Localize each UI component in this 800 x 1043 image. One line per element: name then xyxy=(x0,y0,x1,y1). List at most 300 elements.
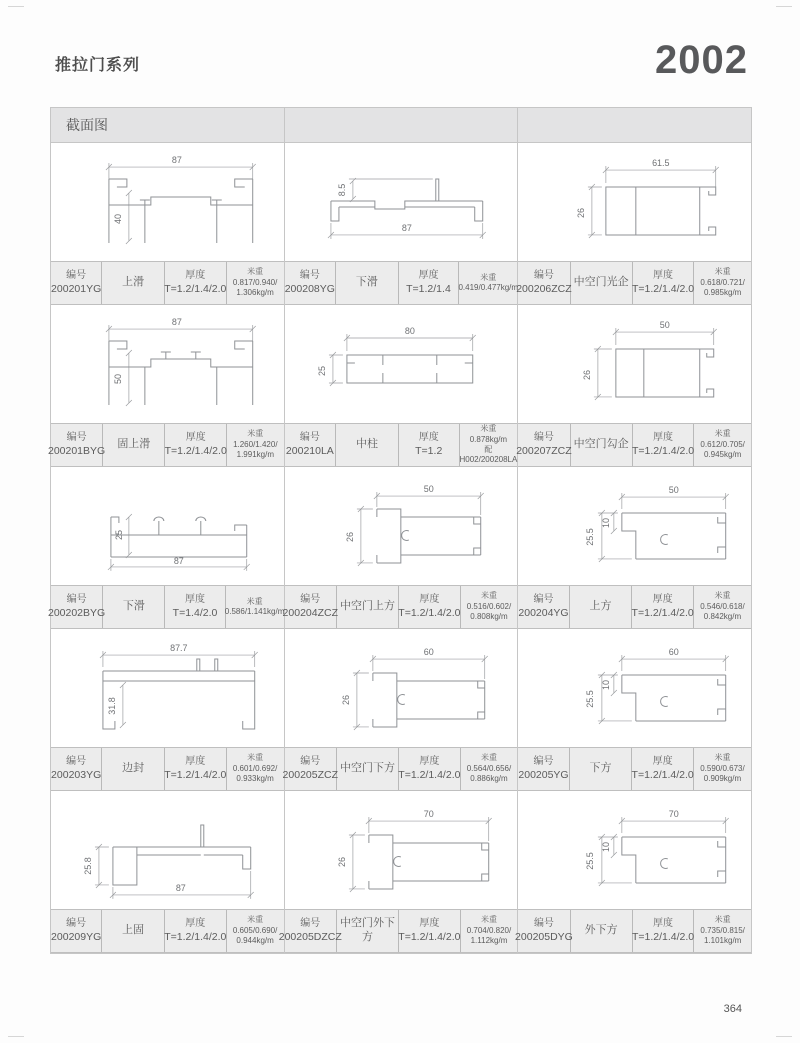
weight-value-2: 1.112kg/m xyxy=(470,936,508,946)
table-row xyxy=(47,305,751,467)
code-label: 编号 xyxy=(300,918,321,930)
profile-outline xyxy=(373,673,485,727)
dimension-lines xyxy=(598,817,729,886)
profile-cell-200206ZCZ xyxy=(518,143,751,305)
table-header-cell xyxy=(518,108,751,142)
dimension-label: 50 xyxy=(660,320,671,331)
weight-value-1: 0.704/0.820/ xyxy=(466,925,512,935)
profile-drawing xyxy=(51,305,284,423)
thickness-column xyxy=(633,424,694,466)
code-column xyxy=(518,262,570,304)
thickness-label: 厚度 xyxy=(185,594,205,606)
profile-diagram xyxy=(518,467,751,585)
profile-cell-200202BYG xyxy=(47,467,285,629)
code-value: 200205YG xyxy=(518,768,569,781)
dimension-label: 60 xyxy=(669,647,680,658)
code-column xyxy=(285,424,336,466)
dimension-lines xyxy=(329,334,476,386)
code-column xyxy=(518,424,570,466)
dimension-label: 87 xyxy=(171,155,182,166)
code-value: 200204ZCZ xyxy=(282,606,338,619)
name-column xyxy=(571,910,633,952)
name-column xyxy=(570,586,633,628)
code-value: 200205ZCZ xyxy=(282,768,338,781)
thickness-label: 厚度 xyxy=(652,756,673,768)
code-value: 200203YG xyxy=(51,768,102,781)
thickness-label: 厚度 xyxy=(653,918,674,930)
code-label: 编号 xyxy=(300,594,321,606)
profile-cell-200205ZCZ xyxy=(282,629,519,791)
code-label: 编号 xyxy=(66,756,87,768)
weight-value-1: 0.516/0.602/ xyxy=(466,601,512,611)
dimension-label: 87 xyxy=(173,555,184,566)
table-row xyxy=(51,143,751,305)
weight-column xyxy=(461,748,518,790)
page-edge-mark xyxy=(776,1036,792,1037)
dimension-label: 25.5 xyxy=(585,690,596,708)
thickness-value: T=1.2/1.4/2.0 xyxy=(631,768,694,781)
profile-info-bar xyxy=(282,585,518,629)
thickness-column xyxy=(399,910,460,952)
thickness-value: T=1.2/1.4/2.0 xyxy=(164,930,227,943)
profile-drawing xyxy=(51,629,284,747)
code-label: 编号 xyxy=(66,270,87,282)
weight-value-2: 0.886kg/m xyxy=(470,774,508,784)
profile-name: 上滑 xyxy=(122,276,145,289)
dimension-label: 26 xyxy=(582,369,593,380)
sections-table xyxy=(47,107,752,954)
profile-info-bar xyxy=(282,747,518,791)
profile-cell-200201BYG xyxy=(47,305,285,467)
table-header-row xyxy=(51,108,751,143)
name-column xyxy=(103,424,165,466)
weight-label: 米重 xyxy=(714,915,731,925)
dimension-lines xyxy=(100,651,258,728)
code-column xyxy=(47,586,106,628)
weight-value-2: 0.909kg/m xyxy=(703,774,742,784)
profile-info-bar xyxy=(51,909,284,953)
page-edge-mark xyxy=(8,1036,24,1037)
profile-outline xyxy=(113,825,251,885)
thickness-column xyxy=(165,910,226,952)
dimension-label: 87.7 xyxy=(170,643,188,654)
dimension-lines xyxy=(106,325,256,406)
weight-column xyxy=(227,748,284,790)
code-value: 200204YG xyxy=(518,606,569,619)
profile-name: 边封 xyxy=(122,762,145,775)
code-value: 200205DYG xyxy=(515,930,573,943)
thickness-value: T=1.2/1.4/2.0 xyxy=(398,768,461,781)
code-column xyxy=(278,910,342,952)
profile-drawing xyxy=(518,629,751,747)
profile-name: 上方 xyxy=(589,600,612,613)
thickness-value: T=1.2/1.4/2.0 xyxy=(398,606,461,619)
weight-value-2: 配H002/200208LA xyxy=(459,445,518,465)
weight-label: 米重 xyxy=(714,753,731,763)
profile-cell-200204YG xyxy=(518,467,751,629)
profile-info-bar xyxy=(515,909,751,953)
profile-name: 下滑 xyxy=(122,600,145,613)
dimension-label: 50 xyxy=(669,485,680,496)
weight-label: 米重 xyxy=(246,596,263,606)
profile-diagram xyxy=(51,629,284,747)
weight-value-2: 1.991kg/m xyxy=(236,450,274,460)
weight-column xyxy=(694,586,751,628)
profile-info-bar xyxy=(518,423,751,467)
profile-drawing xyxy=(518,143,751,261)
profile-drawing xyxy=(285,629,518,747)
table-row xyxy=(51,629,751,791)
thickness-value: T=1.2/1.4/2.0 xyxy=(164,768,227,781)
profile-cell-200205YG xyxy=(518,629,751,791)
table-header-cell xyxy=(285,108,519,142)
profile-diagram xyxy=(285,305,518,423)
dimension-label: 50 xyxy=(112,373,123,384)
profile-info-bar xyxy=(47,585,285,629)
weight-column xyxy=(227,910,284,952)
thickness-column xyxy=(165,586,225,628)
dimension-label: 40 xyxy=(112,213,123,224)
profile-cell-200204ZCZ xyxy=(282,467,519,629)
profile-diagram xyxy=(518,305,751,423)
code-label: 编号 xyxy=(66,594,87,606)
code-label: 编号 xyxy=(66,432,87,444)
profile-outline xyxy=(622,513,726,559)
table-row xyxy=(51,791,751,953)
thickness-label: 厚度 xyxy=(653,432,674,444)
name-column xyxy=(571,424,633,466)
profile-outline xyxy=(103,659,255,729)
code-label: 编号 xyxy=(300,756,321,768)
thickness-column xyxy=(633,910,694,952)
weight-label: 米重 xyxy=(480,753,497,763)
code-label: 编号 xyxy=(533,756,554,768)
thickness-column xyxy=(399,748,460,790)
weight-label: 米重 xyxy=(247,753,264,763)
profile-drawing xyxy=(285,467,518,585)
profile-info-bar xyxy=(518,585,751,629)
weight-value-2: 0.808kg/m xyxy=(470,612,508,622)
code-value: 200210LA xyxy=(285,444,334,457)
dimension-label: 25 xyxy=(113,529,124,540)
code-column xyxy=(51,262,102,304)
profile-drawing xyxy=(285,143,518,261)
profile-diagram xyxy=(285,629,518,747)
page-edge-mark xyxy=(8,6,24,7)
dimension-lines xyxy=(594,328,717,400)
weight-label: 米重 xyxy=(480,424,497,434)
name-column xyxy=(571,262,633,304)
thickness-value: T=1.2/1.4/2.0 xyxy=(631,930,695,943)
thickness-value: T=1.2/1.4/2.0 xyxy=(164,444,227,457)
profile-outline xyxy=(622,675,726,721)
thickness-column xyxy=(399,424,460,466)
dimension-label: 25 xyxy=(316,365,327,376)
profile-drawing xyxy=(285,305,518,423)
thickness-label: 厚度 xyxy=(419,918,440,930)
profile-info-bar xyxy=(47,423,284,467)
profile-name: 中空门外下方 xyxy=(339,917,395,943)
weight-label: 米重 xyxy=(714,429,731,439)
profile-cell-200205DYG xyxy=(515,791,751,953)
profile-diagram xyxy=(285,467,518,585)
thickness-label: 厚度 xyxy=(185,756,206,768)
profile-info-bar xyxy=(285,423,518,467)
thickness-label: 厚度 xyxy=(419,594,440,606)
dimension-label: 26 xyxy=(576,207,587,218)
profile-info-bar xyxy=(51,747,284,791)
weight-value-1: 0.590/0.673/ xyxy=(700,763,745,773)
weight-column xyxy=(227,424,284,466)
code-label: 编号 xyxy=(66,918,87,930)
code-label: 编号 xyxy=(533,594,554,606)
name-column xyxy=(102,910,165,952)
profile-outline xyxy=(331,179,483,221)
profile-info-bar xyxy=(518,747,751,791)
profile-name: 中空门勾企 xyxy=(573,438,629,451)
weight-value-1: 0.878kg/m xyxy=(469,434,508,444)
model-number: 2002 xyxy=(655,38,748,82)
name-column xyxy=(337,748,399,790)
weight-column xyxy=(461,586,518,628)
profile-diagram xyxy=(51,143,284,261)
dimension-label: 10 xyxy=(601,680,612,690)
thickness-value: T=1.2/1.4/2.0 xyxy=(164,282,227,295)
name-column xyxy=(336,262,399,304)
series-title: 推拉门系列 xyxy=(55,57,141,74)
code-value: 200208YG xyxy=(284,282,335,295)
thickness-label: 厚度 xyxy=(185,918,206,930)
weight-label: 米重 xyxy=(480,915,497,925)
dimension-lines xyxy=(95,844,254,899)
weight-value-1: 0.817/0.940/ xyxy=(232,277,278,287)
weight-value-2: 1.101kg/m xyxy=(703,936,742,946)
weight-value-1: 1.260/1.420/ xyxy=(233,439,278,449)
profile-name: 下滑 xyxy=(355,276,378,289)
thickness-value: T=1.2/1.4/2.0 xyxy=(631,282,695,295)
name-column xyxy=(103,586,165,628)
thickness-column xyxy=(632,586,693,628)
profile-name: 上固 xyxy=(122,924,145,937)
thickness-column xyxy=(165,262,226,304)
weight-value-2: 0.945kg/m xyxy=(703,450,742,460)
profile-info-bar xyxy=(51,261,284,305)
thickness-label: 厚度 xyxy=(185,270,206,282)
profile-outline xyxy=(377,509,481,563)
profile-cell-200209YG xyxy=(51,791,285,953)
profile-outline xyxy=(369,835,489,889)
table-row xyxy=(47,467,751,629)
weight-value-2: 0.985kg/m xyxy=(703,288,742,298)
name-column xyxy=(102,748,165,790)
dimension-lines xyxy=(106,163,256,244)
code-value: 200207ZCZ xyxy=(516,444,572,457)
weight-value-1: 0.735/0.815/ xyxy=(700,925,745,935)
weight-label: 米重 xyxy=(247,915,264,925)
profile-name: 外下方 xyxy=(584,924,618,937)
profile-diagram xyxy=(51,305,284,423)
profile-name: 中空门光企 xyxy=(573,276,629,289)
name-column xyxy=(337,910,399,952)
thickness-label: 厚度 xyxy=(185,432,206,444)
weight-value-2: 0.933kg/m xyxy=(236,774,274,784)
dimension-label: 25.8 xyxy=(82,857,93,875)
profile-info-bar xyxy=(278,909,518,953)
weight-column xyxy=(226,586,284,628)
table-header-cell xyxy=(51,108,285,142)
weight-value-1: 0.618/0.721/ xyxy=(700,277,745,287)
thickness-column xyxy=(165,748,226,790)
profile-diagram xyxy=(51,467,284,585)
profile-cell-200208YG xyxy=(285,143,519,305)
profile-drawing xyxy=(518,305,751,423)
profile-name: 中空门上方 xyxy=(339,600,395,613)
code-label: 编号 xyxy=(533,918,554,930)
weight-value-1: 0.605/0.690/ xyxy=(232,925,278,935)
dimension-label: 10 xyxy=(601,842,612,852)
weight-value-1: 0.601/0.692/ xyxy=(232,763,278,773)
dimension-label: 60 xyxy=(423,647,434,658)
thickness-column xyxy=(399,262,459,304)
code-column xyxy=(515,910,573,952)
profile-outline xyxy=(622,837,726,883)
profile-name: 中空门下方 xyxy=(339,762,395,775)
profile-outline xyxy=(347,355,473,383)
name-column xyxy=(102,262,165,304)
dimension-label: 61.5 xyxy=(652,158,670,169)
code-value: 200209YG xyxy=(51,930,102,943)
code-column xyxy=(518,586,569,628)
code-label: 编号 xyxy=(533,432,554,444)
code-value: 200201YG xyxy=(51,282,102,295)
weight-column xyxy=(460,424,518,466)
profile-drawing xyxy=(51,791,284,909)
weight-column xyxy=(694,910,751,952)
dimension-label: 50 xyxy=(423,484,434,495)
profile-info-bar xyxy=(285,261,518,305)
profile-outline xyxy=(606,187,716,235)
profile-drawing xyxy=(51,467,284,585)
dimension-label: 26 xyxy=(344,531,355,542)
profile-info-bar xyxy=(518,261,751,305)
dimension-label: 70 xyxy=(423,809,434,820)
profile-diagram xyxy=(518,143,751,261)
thickness-value: T=1.4/2.0 xyxy=(172,606,218,619)
code-value: 200205DZCZ xyxy=(278,930,342,943)
weight-column xyxy=(694,424,751,466)
weight-label: 米重 xyxy=(480,591,497,601)
profile-outline xyxy=(109,341,253,405)
dimension-lines xyxy=(588,166,719,238)
weight-value-2: 0.842kg/m xyxy=(703,612,742,622)
name-column xyxy=(336,424,399,466)
weight-value-1: 0.419/0.477kg/m xyxy=(458,283,519,292)
profile-diagram xyxy=(285,791,518,909)
profile-cell-200205DZCZ xyxy=(278,791,519,953)
name-column xyxy=(337,586,399,628)
code-column xyxy=(51,748,102,790)
weight-value-1: 0.612/0.705/ xyxy=(700,439,745,449)
code-column xyxy=(47,424,106,466)
weight-value-2: 0.944kg/m xyxy=(236,936,274,946)
name-column xyxy=(570,748,633,790)
weight-value-2: 1.306kg/m xyxy=(236,288,274,298)
profile-name: 固上滑 xyxy=(117,438,151,451)
dimension-label: 87 xyxy=(171,317,182,328)
profile-name: 下方 xyxy=(589,762,612,775)
profile-drawing xyxy=(51,143,284,261)
weight-label: 米重 xyxy=(480,272,497,282)
code-label: 编号 xyxy=(533,270,554,282)
section-header-label: 截面图 xyxy=(66,117,108,133)
weight-column xyxy=(461,910,518,952)
weight-column xyxy=(459,262,517,304)
thickness-column xyxy=(632,748,693,790)
profile-drawing xyxy=(285,791,518,909)
page-number: 364 xyxy=(723,1003,742,1015)
dimension-label: 26 xyxy=(336,856,347,867)
code-label: 编号 xyxy=(299,432,320,444)
weight-value-1: 0.546/0.618/ xyxy=(700,601,745,611)
dimension-label: 10 xyxy=(601,518,612,528)
profile-diagram xyxy=(285,143,518,261)
thickness-value: T=1.2/1.4 xyxy=(406,282,451,295)
dimension-label: 8.5 xyxy=(336,183,347,197)
dimension-label: 87 xyxy=(401,222,412,233)
weight-column xyxy=(694,262,751,304)
thickness-column xyxy=(633,262,694,304)
code-value: 200206ZCZ xyxy=(516,282,572,295)
thickness-value: T=1.2/1.4/2.0 xyxy=(631,444,695,457)
profile-outline xyxy=(111,517,247,557)
weight-value-1: 0.564/0.656/ xyxy=(466,763,512,773)
profile-diagram xyxy=(518,791,751,909)
profile-diagram xyxy=(51,791,284,909)
dimension-lines xyxy=(598,493,729,562)
profile-cell-200207ZCZ xyxy=(518,305,751,467)
thickness-value: T=1.2 xyxy=(415,444,443,457)
code-value: 200202BYG xyxy=(47,606,106,619)
profile-cell-200201YG xyxy=(51,143,285,305)
code-column xyxy=(51,910,102,952)
dimension-label: 25.5 xyxy=(585,528,596,546)
code-column xyxy=(282,586,338,628)
profile-cell-200203YG xyxy=(51,629,285,791)
weight-label: 米重 xyxy=(714,267,731,277)
thickness-value: T=1.2/1.4/2.0 xyxy=(398,930,461,943)
code-value: 200201BYG xyxy=(47,444,106,457)
code-column xyxy=(518,748,569,790)
weight-label: 米重 xyxy=(247,429,264,439)
profile-outline xyxy=(109,179,253,243)
dimension-lines xyxy=(598,655,729,724)
dimension-label: 25.5 xyxy=(585,852,596,870)
profile-outline xyxy=(616,349,714,397)
weight-column xyxy=(227,262,284,304)
profile-diagram xyxy=(518,629,751,747)
weight-label: 米重 xyxy=(714,591,731,601)
thickness-label: 厚度 xyxy=(418,270,439,282)
dimension-label: 87 xyxy=(175,882,186,893)
dimension-label: 70 xyxy=(669,809,680,820)
thickness-column xyxy=(165,424,226,466)
weight-label: 米重 xyxy=(247,267,264,277)
thickness-label: 厚度 xyxy=(653,270,674,282)
thickness-label: 厚度 xyxy=(419,756,440,768)
profile-drawing xyxy=(518,467,751,585)
thickness-column xyxy=(399,586,460,628)
profile-cell-200210LA xyxy=(285,305,519,467)
